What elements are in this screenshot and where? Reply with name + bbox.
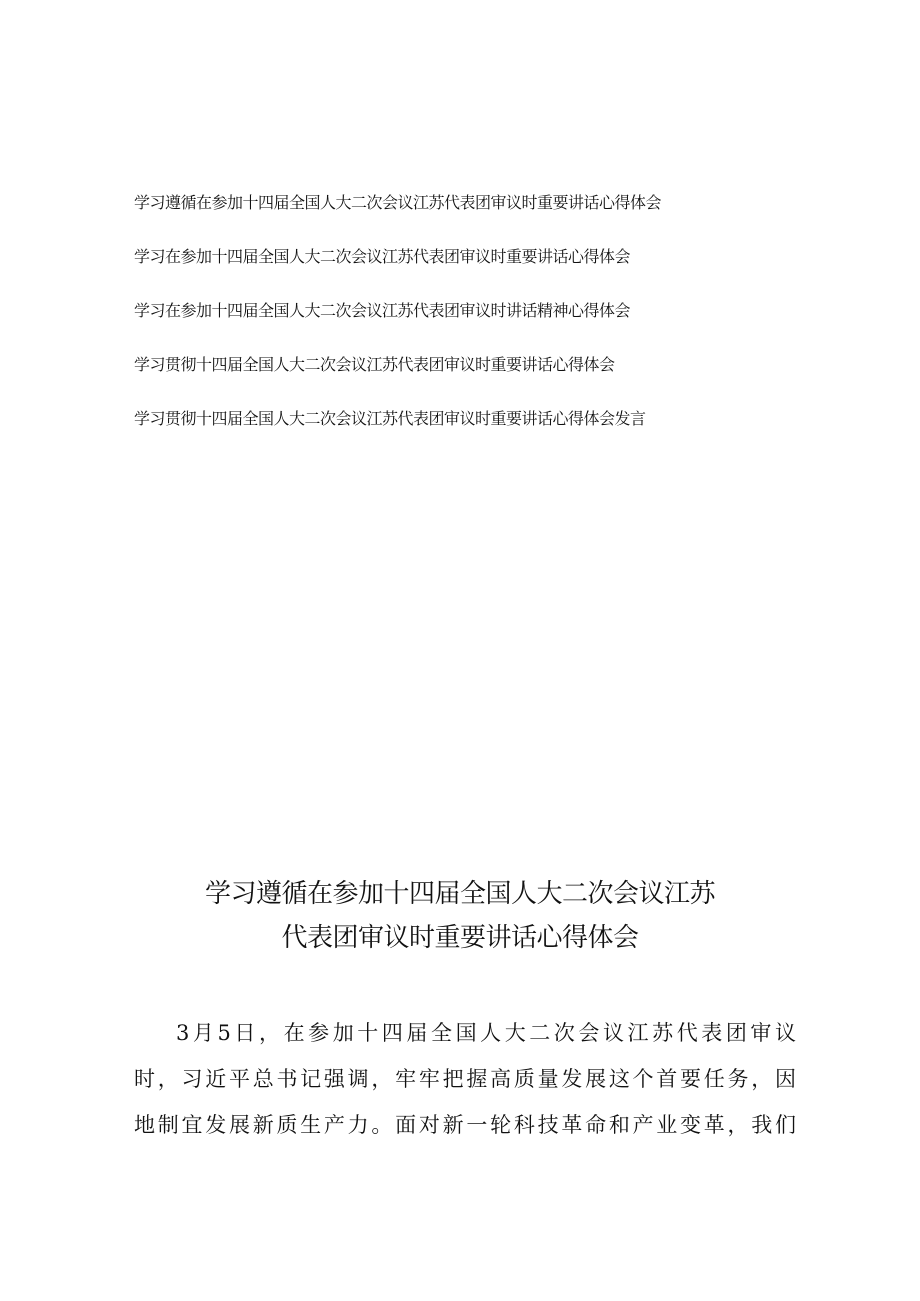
- article-body: [134, 1010, 796, 1148]
- toc-item: 学习遵循在参加十四届全国人大二次会议江苏代表团审议时重要讲话心得体会: [134, 193, 662, 212]
- toc-item: 学习在参加十四届全国人大二次会议江苏代表团审议时重要讲话心得体会: [134, 247, 631, 266]
- body-line: 3月5日，在参加十四届全国人大二次会议江苏代表团审议: [176, 1021, 796, 1045]
- toc-item: 学习贯彻十四届全国人大二次会议江苏代表团审议时重要讲话心得体会发言: [134, 409, 646, 428]
- article-title-line-1: 学习遵循在参加十四届全国人大二次会议江苏: [204, 879, 715, 909]
- body-line: 地制宜发展新质生产力。面对新一轮科技革命和产业变革，我们: [134, 1113, 796, 1137]
- body-line: 时，习近平总书记强调，牢牢把握高质量发展这个首要任务，因: [134, 1067, 796, 1091]
- article-title-line-2: 代表团审议时重要讲话心得体会: [281, 923, 639, 953]
- toc-item: 学习在参加十四届全国人大二次会议江苏代表团审议时讲话精神心得体会: [134, 301, 631, 320]
- toc-item: 学习贯彻十四届全国人大二次会议江苏代表团审议时重要讲话心得体会: [134, 355, 615, 374]
- table-of-contents: [134, 192, 834, 462]
- article-title: [0, 872, 920, 960]
